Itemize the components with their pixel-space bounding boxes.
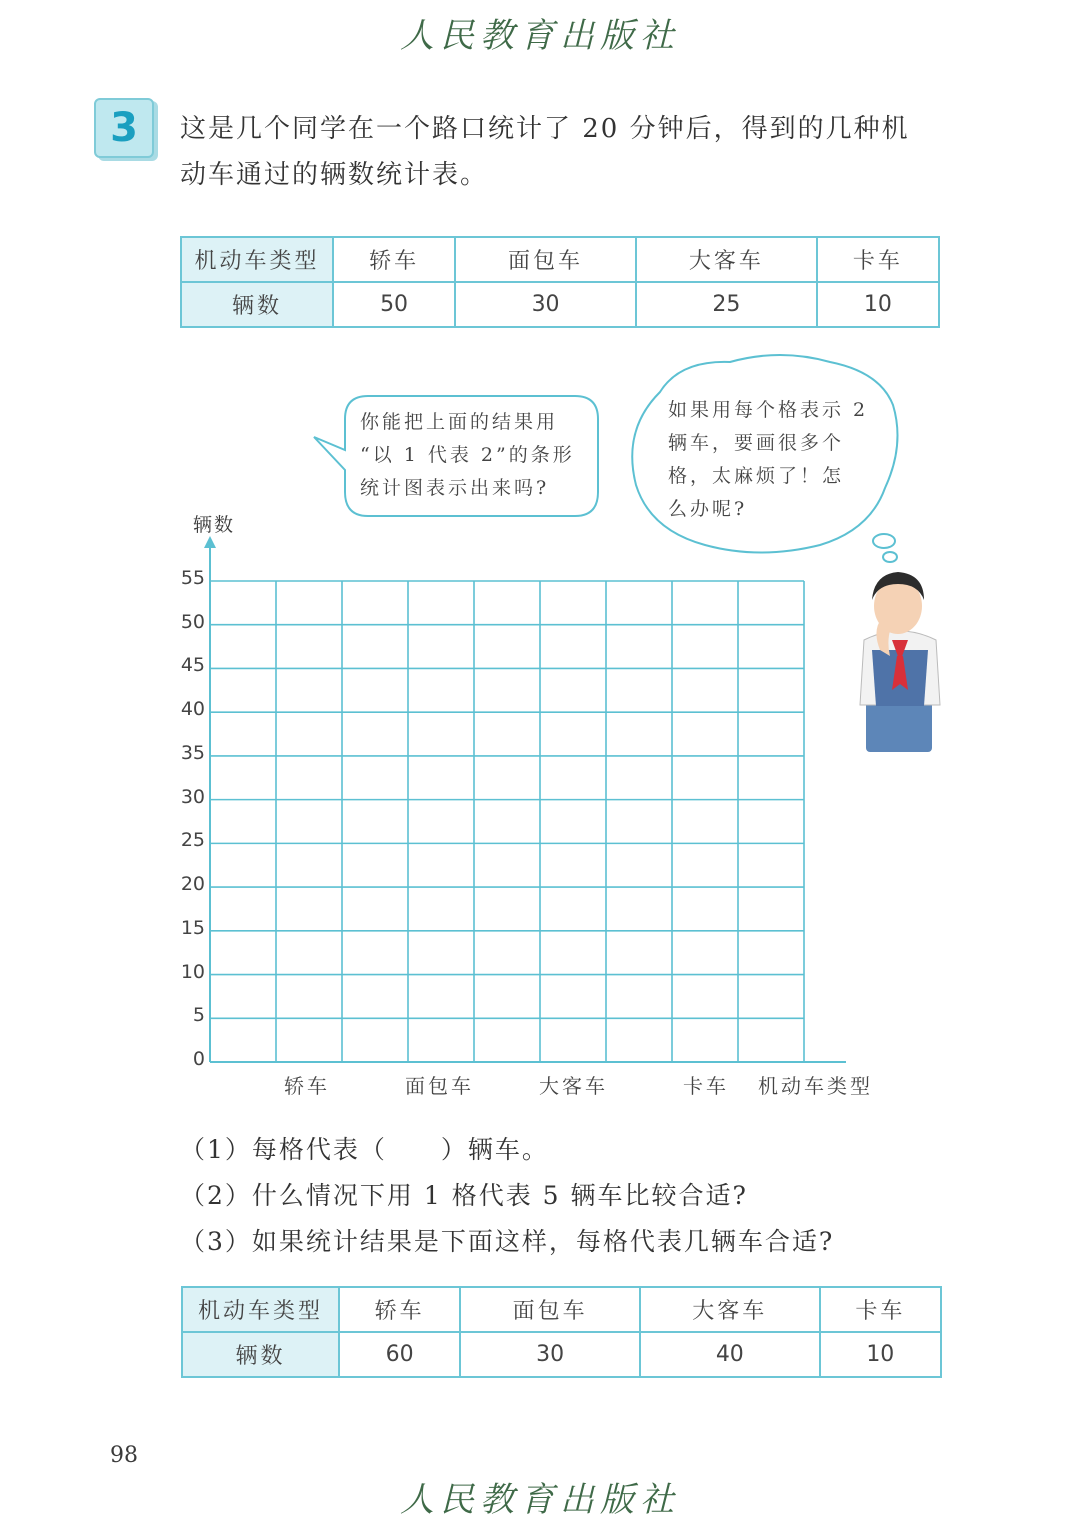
x-category-truck: 卡车	[683, 1074, 729, 1098]
y-tick-label: 15	[180, 916, 205, 939]
page-number: 98	[110, 1443, 138, 1468]
y-tick-label: 5	[192, 1004, 205, 1027]
bubble-right-line3: 格，太麻烦了！怎	[668, 465, 845, 487]
table2-value-sedan: 60	[339, 1332, 460, 1377]
table2-value-van: 30	[460, 1332, 640, 1377]
table1-value-bus: 25	[636, 282, 817, 327]
problem-text-line2: 动车通过的辆数统计表。	[180, 160, 489, 190]
bubble-right-line4: 么办呢?	[668, 498, 748, 520]
y-tick-label: 45	[180, 654, 205, 677]
y-tick-label: 35	[180, 741, 205, 764]
bubble-right-line2: 辆车，要画很多个	[668, 432, 845, 454]
y-tick-label: 30	[180, 785, 205, 808]
question-2: （2）什么情况下用 1 格代表 5 辆车比较合适?	[180, 1181, 748, 1210]
thought-bubble-right-text	[668, 394, 878, 526]
bubble-left-line1: 你能把上面的结果用	[360, 411, 559, 433]
y-axis-title: 辆数	[193, 514, 236, 536]
x-category-bus: 大客车	[539, 1074, 608, 1098]
speech-bubble-left-text	[360, 406, 590, 505]
x-category-van: 面包车	[405, 1074, 474, 1098]
bubble-right-line1: 如果用每个格表示 2	[668, 399, 869, 421]
table1-row-label: 辆数	[181, 282, 333, 327]
table2-header-label: 机动车类型	[182, 1287, 339, 1332]
table2-col-van: 面包车	[460, 1287, 640, 1332]
table2-row-label: 辆数	[182, 1332, 339, 1377]
y-tick-label: 25	[180, 829, 205, 852]
problem-number-badge: 3	[94, 98, 154, 158]
table1-value-truck: 10	[817, 282, 939, 327]
thought-dot-large	[873, 534, 895, 548]
thought-dot-small	[883, 552, 897, 562]
bar-chart-grid	[210, 581, 804, 1062]
y-tick-label: 10	[180, 960, 205, 983]
table2-value-truck: 10	[820, 1332, 941, 1377]
table1-col-bus: 大客车	[636, 237, 817, 282]
y-tick-label: 50	[180, 610, 205, 633]
publisher-header: 人民教育出版社	[400, 16, 680, 56]
x-axis-title: 机动车类型	[758, 1074, 873, 1098]
vehicle-count-table-2	[181, 1286, 942, 1378]
table1-col-sedan: 轿车	[333, 237, 455, 282]
y-tick-label: 0	[192, 1048, 205, 1070]
question-1: （1）每格代表（ ）辆车。	[180, 1135, 549, 1164]
y-tick-label: 20	[180, 873, 205, 896]
table1-value-van: 30	[455, 282, 636, 327]
x-category-sedan: 轿车	[284, 1074, 330, 1098]
bubble-left-line2: “以 1 代表 2”的条形	[360, 444, 575, 466]
question-3: （3）如果统计结果是下面这样，每格代表几辆车合适?	[180, 1227, 835, 1256]
y-tick-label: 55	[180, 567, 205, 589]
table2-col-sedan: 轿车	[339, 1287, 460, 1332]
boy-character-illustration	[860, 572, 940, 752]
table1-col-van: 面包车	[455, 237, 636, 282]
table2-col-bus: 大客车	[640, 1287, 820, 1332]
table2-value-bus: 40	[640, 1332, 820, 1377]
table1-col-truck: 卡车	[817, 237, 939, 282]
table1-header-label: 机动车类型	[181, 237, 333, 282]
problem-text-line1: 这是几个同学在一个路口统计了 20 分钟后，得到的几种机	[180, 114, 910, 144]
y-axis-arrow	[204, 536, 216, 548]
y-tick-label: 40	[180, 698, 205, 721]
table2-col-truck: 卡车	[820, 1287, 941, 1332]
publisher-footer: 人民教育出版社	[400, 1480, 680, 1520]
bubble-left-line3: 统计图表示出来吗?	[360, 477, 550, 499]
table1-value-sedan: 50	[333, 282, 455, 327]
